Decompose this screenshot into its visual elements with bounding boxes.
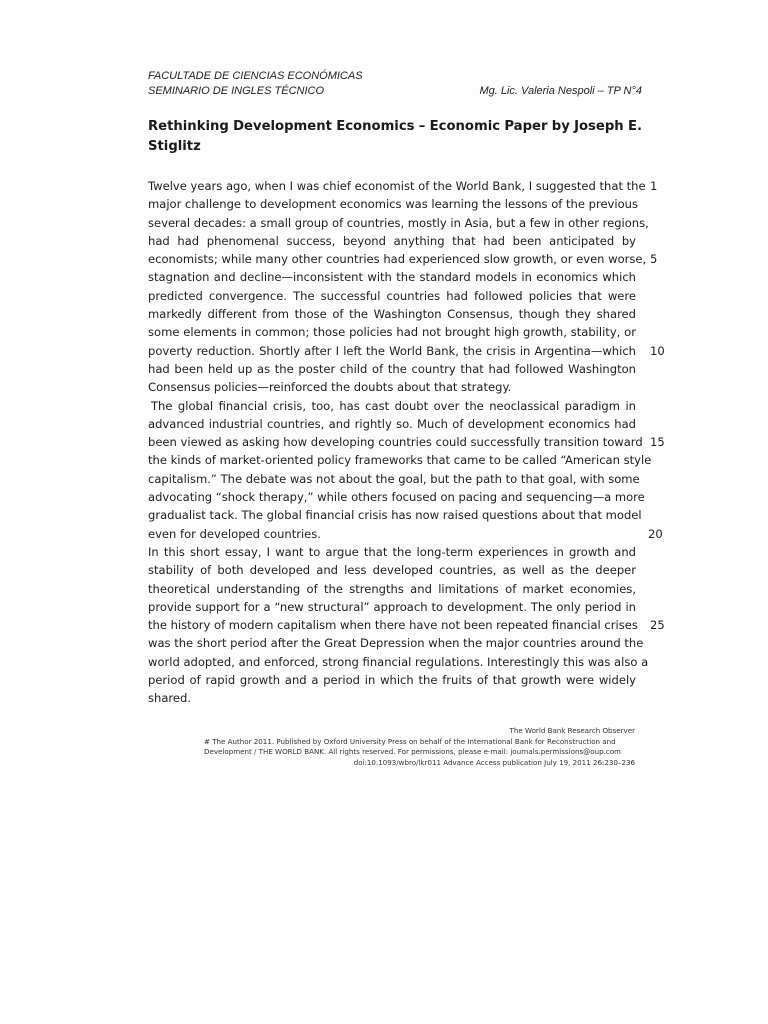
title-word: E. <box>627 119 642 134</box>
text-line: advocating “shock therapy,” while others focused on pacing and sequencing—a more <box>148 490 645 505</box>
title-word: Joseph <box>574 119 624 134</box>
header-second-row <box>148 84 642 99</box>
text-line: theoretical understanding of the strengths and limitations of market economies, <box>148 581 636 596</box>
line-number: 15 <box>650 435 665 450</box>
text-line: stagnation and decline—inconsistent with the standard models in economics which <box>148 270 636 285</box>
text-line: some elements in common; those policies had not brought high growth, stability, or <box>148 325 636 340</box>
doi-line: doi:10.1093/wbro/lkr011 Advance Access publication July 19, 2011 26:230–236 <box>353 757 635 767</box>
text-line: gradualist tack. The global financial crisis has now raised questions about that model <box>148 508 642 523</box>
text-line: major challenge to development economics was learning the lessons of the previous <box>148 197 638 212</box>
text-line: been viewed as asking how developing countries could successfully transition toward <box>148 435 643 450</box>
text-line: several decades: a small group of countries, mostly in Asia, but a few in other regions, <box>148 215 649 230</box>
text-line: world adopted, and enforced, strong financial regulations. Interestingly this was also a <box>148 654 649 669</box>
text-line: the history of modern capitalism when there have not been repeated financial crises <box>148 618 638 633</box>
title-line-1 <box>148 117 642 137</box>
text-line: Consensus policies—reinforced the doubts about that strategy. <box>148 380 512 395</box>
text-line: Twelve years ago, when I was chief economist of the World Bank, I suggested that the <box>148 179 646 193</box>
seminar-name: SEMINARIO DE INGLES TÉCNICO <box>148 85 325 97</box>
text-line: was the short period after the Great Depression when the major countries around the <box>148 636 644 651</box>
text-line: the kinds of market-oriented policy frameworks that came to be called “American style <box>148 453 652 468</box>
journal-name: The World Bank Research Observer <box>509 726 635 735</box>
text-line: shared. <box>148 691 192 706</box>
title-word: Paper <box>504 119 548 134</box>
text-line: economists; while many other countries had experienced slow growth, or even worse, <box>148 252 647 267</box>
title-word: Economic <box>429 119 501 134</box>
title-word: by <box>551 119 570 134</box>
paper-title <box>148 117 642 157</box>
citation-footer <box>196 726 635 768</box>
text-line: had had phenomenal success, beyond anything that had been anticipated by <box>148 233 636 248</box>
body-text <box>148 177 652 708</box>
text-line: predicted convergence. The successful countries had followed policies that were <box>148 288 636 303</box>
line-number: 10 <box>650 343 665 358</box>
text-line: stability of both developed and less developed countries, as well as the deeper <box>148 563 636 578</box>
copyright-line: # The Author 2011. Published by Oxford University Press on behalf of the International Bank for Reconstruction and <box>204 736 616 746</box>
text-line: period of rapid growth and a period in which the fruits of that growth were widely <box>148 673 636 688</box>
title-word: Economics <box>336 119 415 134</box>
text-line: The global financial crisis, too, has cast doubt over the neoclassical paradigm in <box>151 398 636 413</box>
author-name: Mg. Lic. Valeria Nespoli – TP N°4 <box>479 85 642 97</box>
rights-line: Development / THE WORLD BANK. All rights reserved. For permissions, please e-mail: journals.permissions@oup.com <box>204 747 621 757</box>
text-line: provide support for a “new structural” approach to development. The only period in <box>148 599 636 614</box>
text-line: had been held up as the poster child of the country that had followed Washington <box>148 361 636 376</box>
page-header <box>148 69 642 99</box>
title-word: – <box>418 119 426 134</box>
line-number: 5 <box>650 252 658 267</box>
title-line-2: Stiglitz <box>148 139 201 154</box>
text-line: capitalism.” The debate was not about the goal, but the path to that goal, with some <box>148 471 640 486</box>
text-line: even for developed countries. <box>148 526 321 541</box>
line-number: 20 <box>648 526 663 541</box>
text-line: In this short essay, I want to argue that the long-term experiences in growth and <box>148 544 636 559</box>
line-number: 1 <box>650 179 658 193</box>
text-line: markedly different from those of the Washington Consensus, though they shared <box>148 307 636 322</box>
title-word: Rethinking <box>148 119 229 134</box>
text-line: advanced industrial countries, and rightly so. Much of development economics had <box>148 416 636 431</box>
faculty-name: FACULTADE DE CIENCIAS ECONÓMICAS <box>148 70 363 82</box>
title-word: Development <box>233 119 332 134</box>
text-line: poverty reduction. Shortly after I left the World Bank, the crisis in Argentina—which <box>148 343 636 358</box>
line-number: 25 <box>650 618 665 633</box>
